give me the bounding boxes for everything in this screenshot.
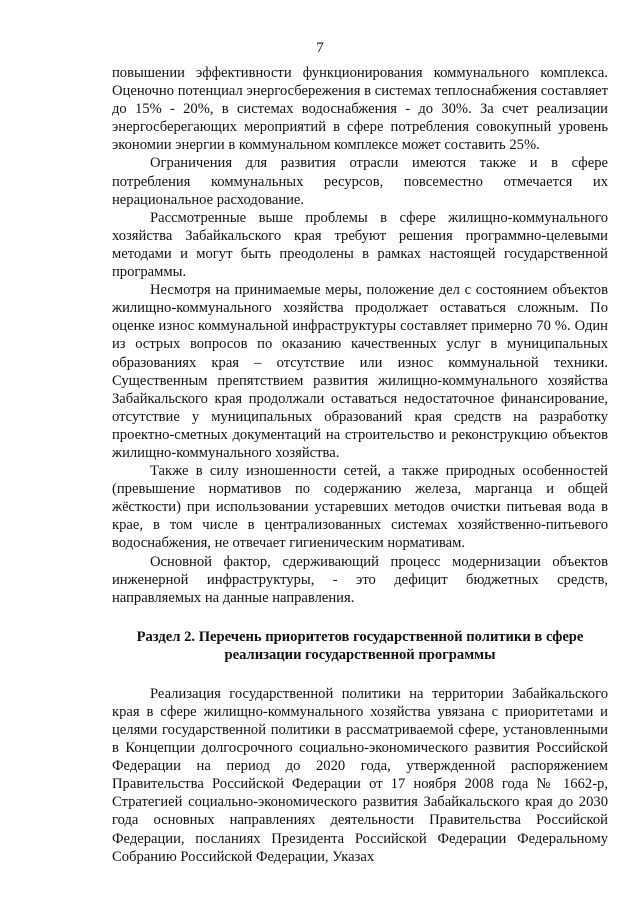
paragraph: Основной фактор, сдерживающий процесс модернизации объектов инженерной инфраструктуры, - это дефицит бюджетных средств, направляемых на данные направления.	[112, 553, 608, 606]
paragraph: Реализация государственной политики на территории Забайкальского края в сфере жилищно-коммунального хозяйства увязана с приоритетами и целями государственной политики в рассматриваемой сфере, установленными в Концепции долгосрочного социально-экономического развития Российской Федерации на период до 2020 года, утвержденной распоряжением Правительства Российской Федерации от 17 ноября 2008 года № 1662-р, Стратегией социально-экономического развития Забайкальского края до 2030 года основных направлениях деятельности Правительства Российской Федерации, посланиях Президента Российской Федерации Федеральному Собранию Российской Федерации, Указах	[112, 685, 608, 865]
paragraph: Несмотря на принимаемые меры, положение дел с состоянием объектов жилищно-коммунального хозяйства продолжает оставаться сложным. По оценке износ коммунальной инфраструктуры составляет примерно 70 %. Один из острых вопросов по оказанию качественных услуг в муниципальных образованиях края – отсутствие или износ коммунальной техники. Существенным препятствием развития жилищно-коммунального хозяйства Забайкальского края продолжали оставаться недостаточное финансирование, отсутствие у муниципальных образований края средств на разработку проектно-сметных документаций на строительство и реконструкцию объектов жилищно-коммунального хозяйства.	[112, 282, 608, 461]
document-body	[112, 64, 608, 866]
paragraph: Рассмотренные выше проблемы в сфере жилищно-коммунального хозяйства Забайкальского края требуют решения программно-целевыми методами и могут быть преодолены в рамках настоящей государственной программы.	[112, 209, 608, 281]
page-number: 7	[316, 40, 324, 56]
paragraph: повышении эффективности функционирования коммунального комплекса. Оценочно потенциал энергосбережения в системах теплоснабжения составляет до 15% - 20%, в системах водоснабжения - до 30%. За счет реализации энергосберегающих мероприятий в сфере потребления совокупный уровень экономии энергии в коммунальном комплексе может составить 25%.	[112, 65, 608, 154]
section-heading: Раздел 2. Перечень приоритетов государственной политики в сфере реализации государственной программы	[136, 628, 584, 664]
paragraph: Ограничения для развития отрасли имеются также и в сфере потребления коммунальных ресурсов, повсеместно отмечается их нерациональное расходование.	[112, 155, 608, 208]
paragraph: Также в силу изношенности сетей, а также природных особенностей (превышение нормативов по содержанию железа, марганца и общей жёсткости) при использовании устаревших методов очистки питьевая вода в крае, в том числе в централизованных системах хозяйственно-питьевого водоснабжения, не отвечает гигиеническим нормативам.	[112, 463, 608, 552]
